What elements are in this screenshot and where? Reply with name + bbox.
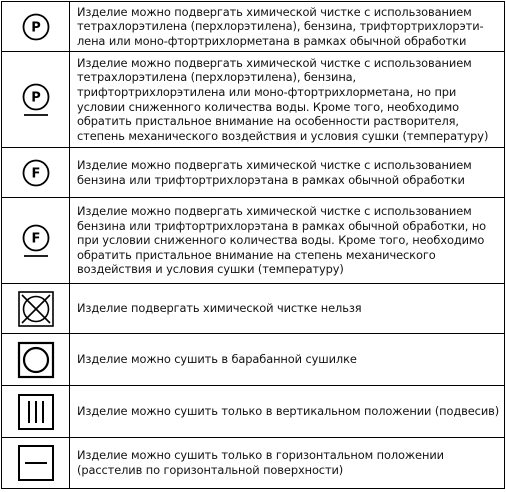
dry-flat-icon	[18, 445, 54, 481]
dryclean-p-icon	[21, 12, 51, 42]
symbol-cell	[2, 386, 70, 438]
table-row	[2, 386, 505, 438]
symbol-letter: F	[31, 231, 40, 247]
description-cell: Изделие подвергать химической чистке нельзя	[70, 284, 505, 334]
care-symbols-table	[1, 1, 505, 489]
description-cell: Изделие можно подвергать химической чистке с использованием бензина или трифтортрихлорэтана в рамках обычной обработки, но при условии сниженного количества воды. Кроме того, необходимо обратить пристальное внимание на степень механического воздействия и условия сушки (температуру)	[70, 198, 505, 284]
table-row	[2, 284, 505, 334]
description-cell: Изделие можно сушить только в горизонтальном положении (расстелив по горизонтальной поверхности)	[70, 438, 505, 489]
drip-dry-icon	[18, 394, 54, 430]
symbol-cell	[2, 438, 70, 489]
description-cell: Изделие можно сушить в барабанной сушилке	[70, 334, 505, 386]
symbol-cell	[2, 52, 70, 148]
dryclean-f-gentle-icon	[21, 223, 51, 259]
symbol-cell	[2, 198, 70, 284]
table-row	[2, 198, 505, 284]
tumble-dry-icon	[18, 342, 54, 378]
symbol-letter: P	[30, 90, 41, 106]
symbol-letter: F	[31, 166, 40, 182]
description-cell: Изделие можно подвергать химической чистке с использованием бензина или трифтортрихлорэтана в рамках обычной обработки	[70, 148, 505, 198]
table-row	[2, 52, 505, 148]
symbol-cell	[2, 148, 70, 198]
table-row	[2, 438, 505, 489]
no-dryclean-icon	[18, 291, 54, 327]
table-row	[2, 334, 505, 386]
description-cell: Изделие можно подвергать химической чистке с использованием тетрахлорэтилена (перхлорэтилена), бензина, трифтортрихлорэтилена или моно-фтортрихлорметана, но при условии сниженного количества воды. Кроме того, необходимо обратить пристальное внимание на особенности растворителя, степень механического воздействия и условия сушки (температуру)	[70, 52, 505, 148]
table-row	[2, 148, 505, 198]
symbol-letter: P	[30, 20, 41, 36]
table-row	[2, 2, 505, 52]
description-cell: Изделие можно подвергать химической чистке с использованием тетрахлорэтилена (перхлорэтилена), бензина, трифтортрихлорэтилена или моно-фтортрихлорметана в рамках обычной обработки	[70, 2, 505, 52]
symbol-cell	[2, 2, 70, 52]
symbol-cell	[2, 334, 70, 386]
dryclean-f-icon	[21, 158, 51, 188]
description-cell: Изделие можно сушить только в вертикальном положении (подвесив)	[70, 386, 505, 438]
symbol-cell	[2, 284, 70, 334]
dryclean-p-gentle-icon	[21, 82, 51, 118]
